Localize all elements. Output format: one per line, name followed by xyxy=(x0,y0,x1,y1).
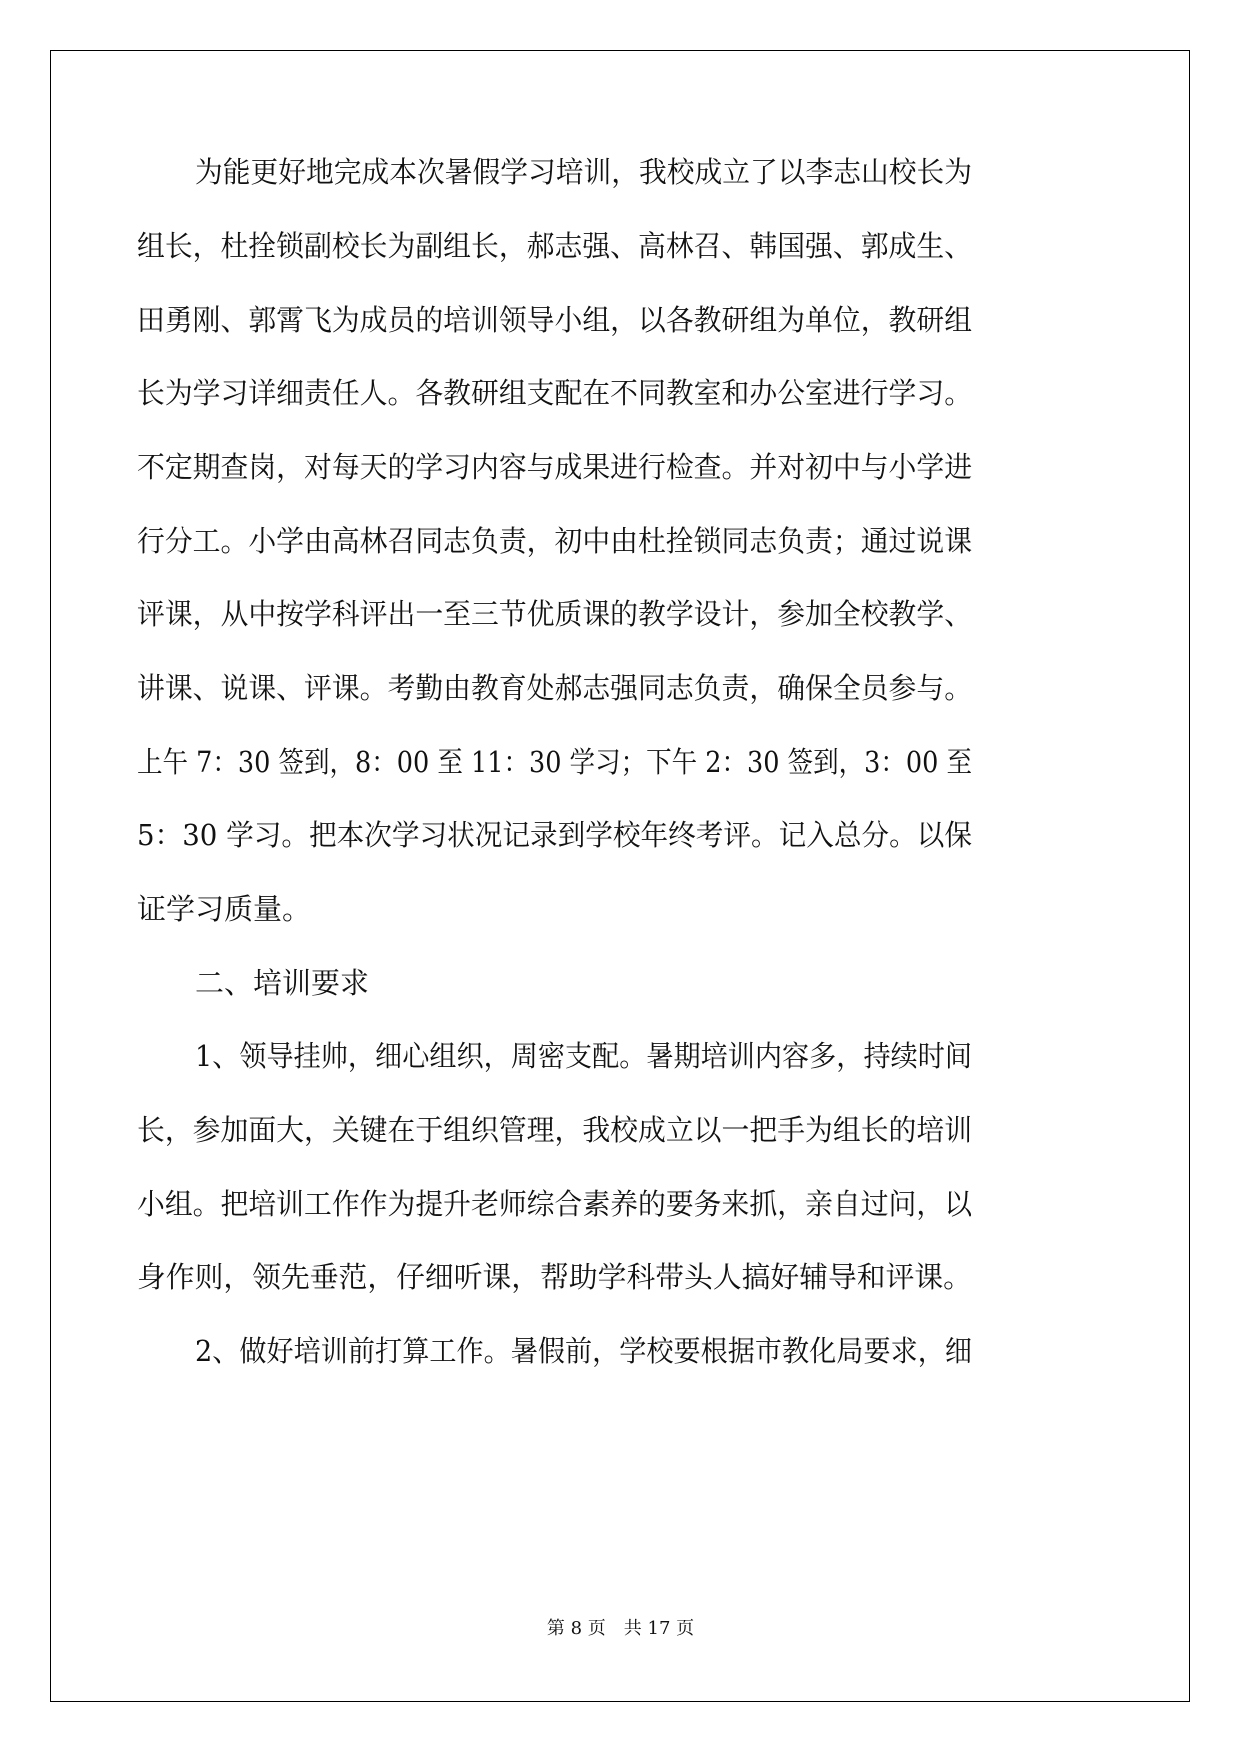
text-line: 小组。把培训工作作为提升老师综合素养的要务来抓，亲自过问，以 xyxy=(137,1187,973,1221)
total-pages-label: 共 17 页 xyxy=(623,1618,695,1639)
text-line: 讲课、说课、评课。考勤由教育处郝志强同志负责，确保全员参与。 xyxy=(137,671,973,705)
text-line: 5：30 学习。把本次学习状况记录到学校年终考评。记入总分。以保 xyxy=(137,818,973,852)
text-line: 2、做好培训前打算工作。暑假前，学校要根据市教化局要求，细 xyxy=(195,1334,972,1368)
text-line: 1、领导挂帅，细心组织，周密支配。暑期培训内容多，持续时间 xyxy=(195,1039,972,1073)
text-line: 行分工。小学由高林召同志负责，初中由杜拴锁同志负责；通过说课 xyxy=(137,524,973,558)
text-line: 田勇刚、郭霄飞为成员的培训领导小组，以各教研组为单位，教研组 xyxy=(137,303,973,337)
text-line: 长为学习详细责任人。各教研组支配在不同教室和办公室进行学习。 xyxy=(137,376,973,410)
text-line: 不定期查岗，对每天的学习内容与成果进行检查。并对初中与小学进 xyxy=(137,450,973,484)
text-line: 长，参加面大，关键在于组织管理，我校成立以一把手为组长的培训 xyxy=(137,1113,973,1147)
text-line: 组长，杜拴锁副校长为副组长，郝志强、高林召、韩国强、郭成生、 xyxy=(137,229,973,263)
text-line: 为能更好地完成本次暑假学习培训，我校成立了以李志山校长为 xyxy=(195,155,973,189)
text-line: 身作则，领先垂范，仔细听课，帮助学科带头人搞好辅导和评课。 xyxy=(137,1260,972,1294)
text-line: 评课，从中按学科评出一至三节优质课的教学设计，参加全校教学、 xyxy=(137,597,973,631)
page-number-label: 第 8 页 xyxy=(546,1618,606,1639)
text-line: 上午 7：30 签到，8：00 至 11：30 学习；下午 2：30 签到，3：00 至 xyxy=(137,745,972,779)
page-footer xyxy=(0,1614,1241,1640)
text-line: 证学习质量。 xyxy=(137,892,312,926)
section-heading: 二、培训要求 xyxy=(195,966,370,1000)
page-border xyxy=(50,50,1190,1702)
